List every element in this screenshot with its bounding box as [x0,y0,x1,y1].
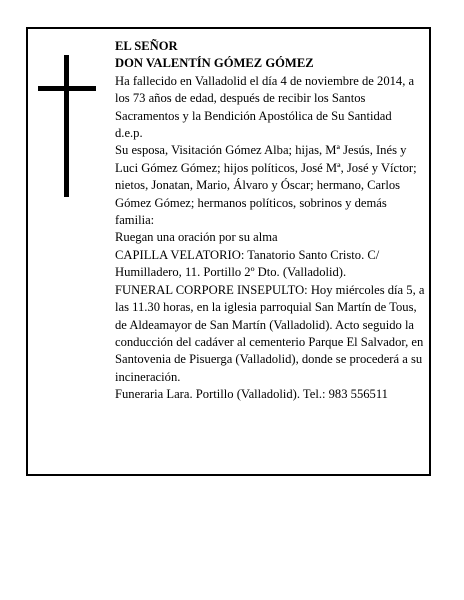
funeral-info: FUNERAL CORPORE INSEPULTO: Hoy miércoles día 5, a las 11.30 horas, en la iglesia parroquial San Martín de Tous, de Aldeamayor de San Martín (Valladolid). Acto seguido la conducción del cadáver al cementerio Parque El Salvador, en Santovenia de Pisuerga (Valladolid), donde se procederá a su incineración. [115,282,425,384]
cross-horizontal-bar [38,86,96,91]
obituary-text [115,38,425,404]
wake-chapel-info: CAPILLA VELATORIO: Tanatorio Santo Cristo. C/ Humilladero, 11. Portillo 2º Dto. (Valladolid). [115,247,380,280]
heading-title: EL SEÑOR [115,39,178,53]
death-announcement: Ha fallecido en Valladolid el día 4 de noviembre de 2014, a los 73 años de edad, después de recibir los Santos Sacramentos y la Bendición Apostólica de Su Santidad [115,73,415,123]
family-list: Su esposa, Visitación Gómez Alba; hijas, Mª Jesús, Inés y Luci Gómez Gómez; hijos políticos, José Mª, José y Víctor; nietos, Jonatan, Mario, Álvaro y Óscar; hermano, Carlos Gómez Gómez; hermanos políticos, sobrinos y demás familia: [115,143,417,228]
prayer-request: Ruegan una oración por su alma [115,230,278,245]
funeral-home-contact: Funeraria Lara. Portillo (Valladolid). Tel.: 983 556511 [115,387,388,402]
dep-abbreviation: d.e.p. [115,126,143,141]
deceased-name: DON VALENTÍN GÓMEZ GÓMEZ [115,56,314,71]
cross-vertical-bar [64,55,69,197]
